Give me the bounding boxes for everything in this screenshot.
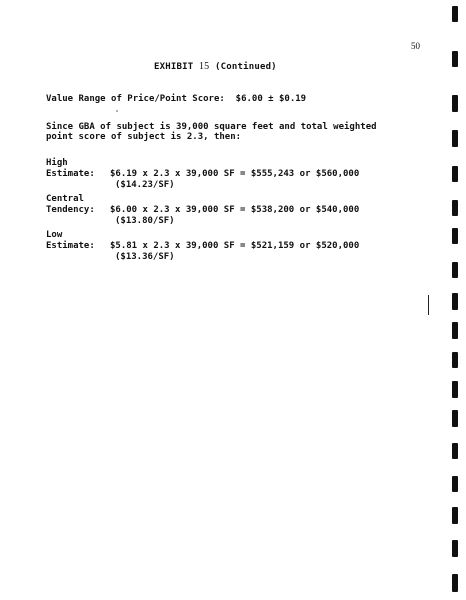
binding-mark (452, 322, 458, 339)
binding-mark (452, 95, 458, 112)
central-label-line-1: Central (46, 194, 84, 204)
binding-mark (452, 476, 458, 492)
intro-line-1: Since GBA of subject is 39,000 square feet and total weighted (46, 122, 377, 132)
low-label-line-1: Low (46, 230, 63, 240)
intro-line-2: point score of subject is 2.3, then: (46, 132, 242, 142)
high-label-line-2: Estimate: (46, 169, 95, 179)
value-range-line: Value Range of Price/Point Score: $6.00 ± $0.19 (46, 94, 307, 104)
low-estimate-calc: $5.81 x 2.3 x 39,000 SF = $521,159 or $520,000 (110, 241, 360, 251)
binding-mark (452, 293, 458, 310)
exhibit-number: 15 (198, 61, 210, 72)
stray-pen-mark (428, 295, 429, 315)
high-estimate-calc: $6.19 x 2.3 x 39,000 SF = $555,243 or $560,000 (110, 169, 360, 179)
binding-mark (452, 443, 458, 459)
page-number: 50 (411, 41, 420, 51)
binding-mark (452, 262, 458, 278)
speck-mark (116, 110, 118, 112)
binding-mark (452, 51, 458, 67)
low-label-line-2: Estimate: (46, 241, 95, 251)
low-estimate-per-sf: ($13.36/SF) (115, 252, 175, 262)
binding-mark (452, 574, 458, 592)
binding-mark (452, 507, 458, 524)
binding-holes (452, 0, 464, 600)
exhibit-title-prefix: EXHIBIT (154, 62, 194, 72)
binding-mark (452, 130, 458, 147)
binding-mark (452, 6, 458, 22)
high-label-line-1: High (46, 158, 68, 168)
exhibit-title (154, 61, 277, 72)
binding-mark (452, 200, 458, 216)
binding-mark (452, 166, 458, 182)
binding-mark (452, 352, 458, 368)
binding-mark (452, 228, 458, 244)
high-estimate-per-sf: ($14.23/SF) (115, 180, 175, 190)
exhibit-title-suffix: (Continued) (215, 62, 277, 72)
central-estimate-calc: $6.00 x 2.3 x 39,000 SF = $538,200 or $540,000 (110, 205, 360, 215)
binding-mark (452, 381, 458, 398)
central-estimate-per-sf: ($13.80/SF) (115, 216, 175, 226)
binding-mark (452, 540, 458, 557)
binding-mark (452, 410, 458, 427)
central-label-line-2: Tendency: (46, 205, 95, 215)
